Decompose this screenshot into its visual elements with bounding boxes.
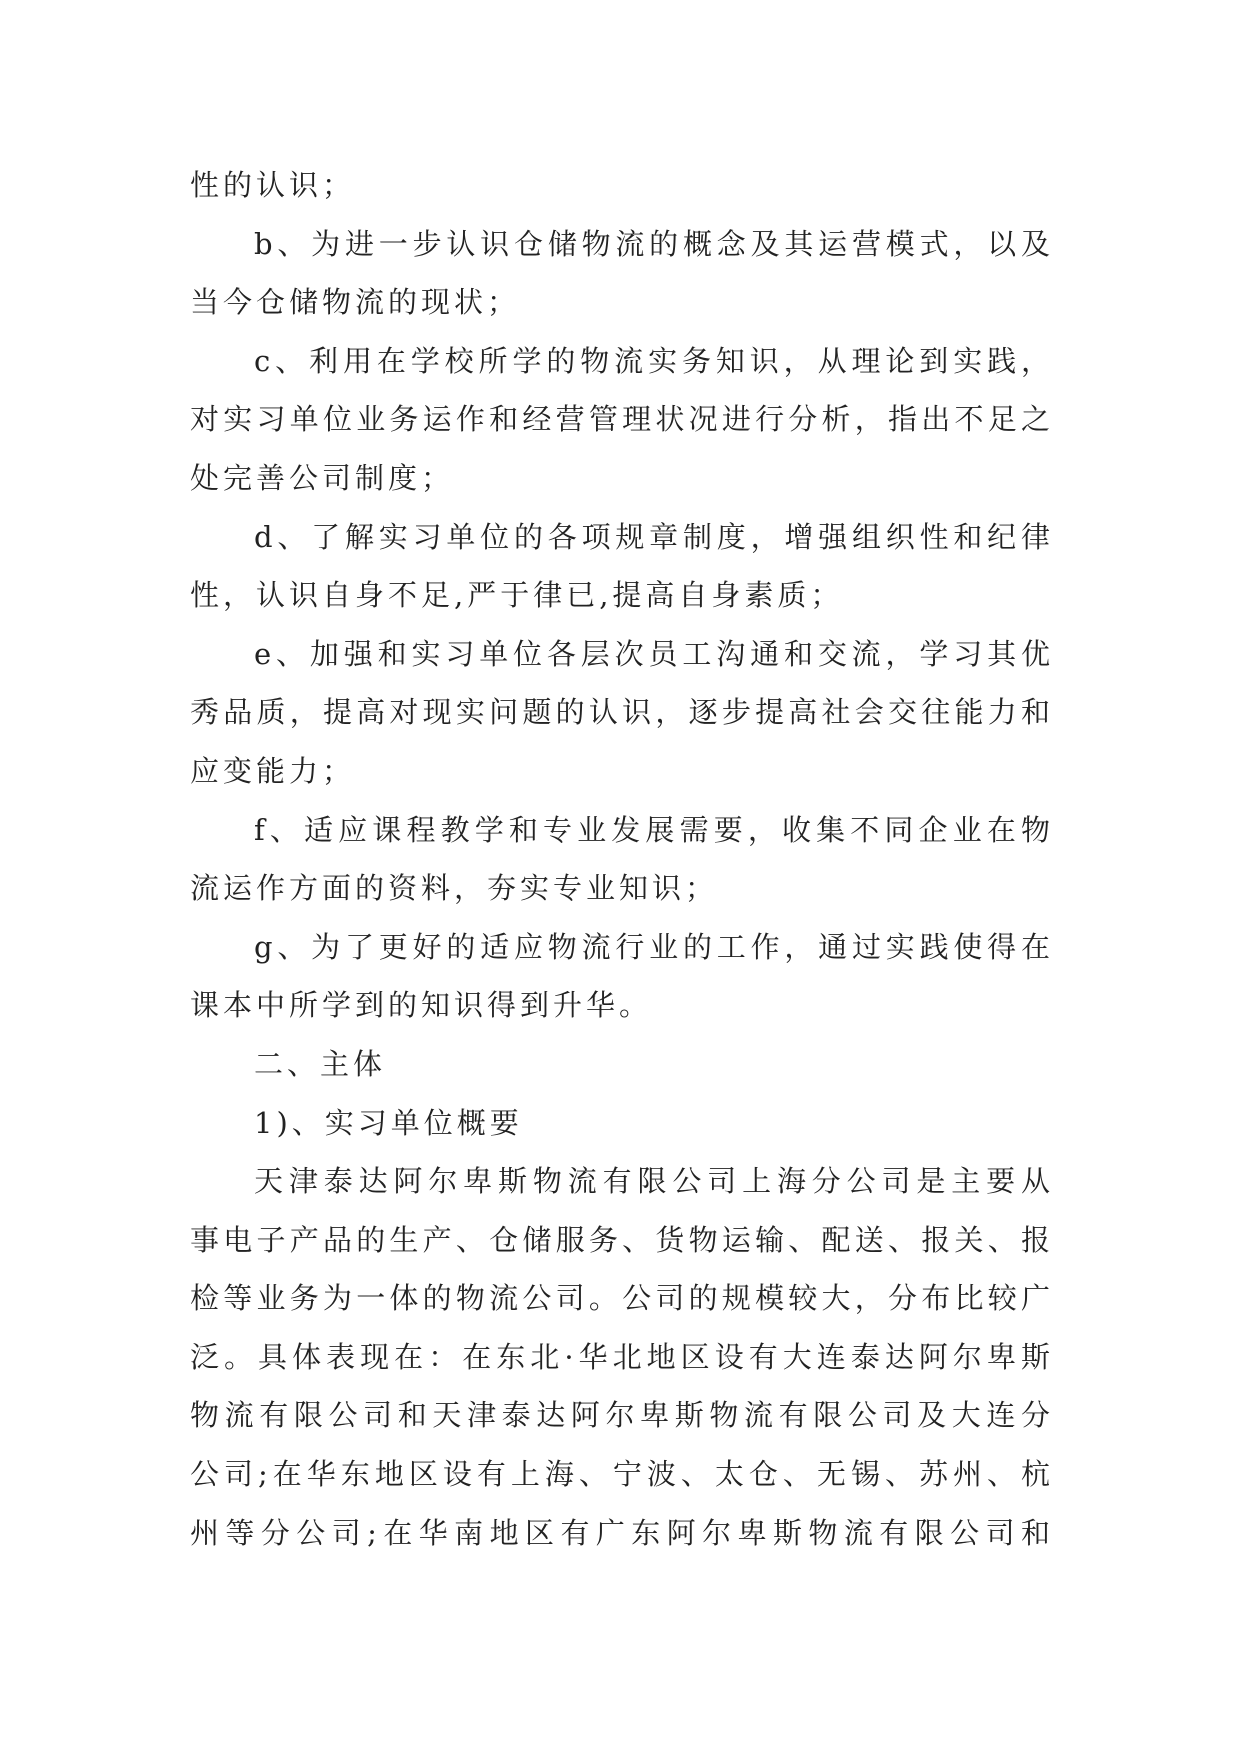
paragraph-f-line-1: f、适应课程教学和专业发展需要，收集不同企业在物 <box>254 812 1050 847</box>
text-line: 性，认识自身不足,严于律已,提高自身素质； <box>190 578 844 613</box>
paragraph-d-line-1: d、了解实习单位的各项规章制度，增强组织性和纪律 <box>254 519 1050 554</box>
text-line: 应变能力； <box>190 753 356 788</box>
paragraph-c-line-1: c、利用在学校所学的物流实务知识，从理论到实践， <box>254 343 1050 378</box>
text-line: 课本中所学到的知识得到升华。 <box>190 988 653 1023</box>
section-heading: 二、主体 <box>254 1046 387 1081</box>
subsection-heading: 1)、实习单位概要 <box>254 1105 523 1140</box>
text-line: 流运作方面的资料，夯实专业知识； <box>190 871 719 906</box>
paragraph-e-line-1: e、加强和实习单位各层次员工沟通和交流，学习其优 <box>254 636 1050 671</box>
text-line: 当今仓储物流的现状； <box>190 285 521 320</box>
text-line: 秀品质，提高对现实问题的认识，逐步提高社会交往能力和 <box>190 695 1050 730</box>
text-line: 物流有限公司和天津泰达阿尔卑斯物流有限公司及大连分 <box>190 1398 1050 1433</box>
text-line: 州等分公司;在华南地区有广东阿尔卑斯物流有限公司和 <box>190 1515 1050 1550</box>
text-line: 对实习单位业务运作和经营管理状况进行分析，指出不足之 <box>190 402 1050 437</box>
text-line: 事电子产品的生产、仓储服务、货物运输、配送、报关、报 <box>190 1222 1050 1257</box>
text-line: 处完善公司制度； <box>190 460 455 495</box>
text-line: 泛。具体表现在：在东北·华北地区设有大连泰达阿尔卑斯 <box>190 1339 1050 1374</box>
text-line: 公司;在华东地区设有上海、宁波、太仓、无锡、苏州、杭 <box>190 1457 1050 1492</box>
text-line: 性的认识； <box>190 168 356 202</box>
document-body <box>190 156 1050 1562</box>
paragraph-b-line-1: b、为进一步认识仓储物流的概念及其运营模式，以及 <box>254 226 1050 261</box>
text-line: 检等业务为一体的物流公司。公司的规模较大，分布比较广 <box>190 1281 1050 1316</box>
paragraph-overview-line-1: 天津泰达阿尔卑斯物流有限公司上海分公司是主要从 <box>254 1164 1050 1199</box>
paragraph-g-line-1: g、为了更好的适应物流行业的工作，通过实践使得在 <box>254 929 1050 964</box>
